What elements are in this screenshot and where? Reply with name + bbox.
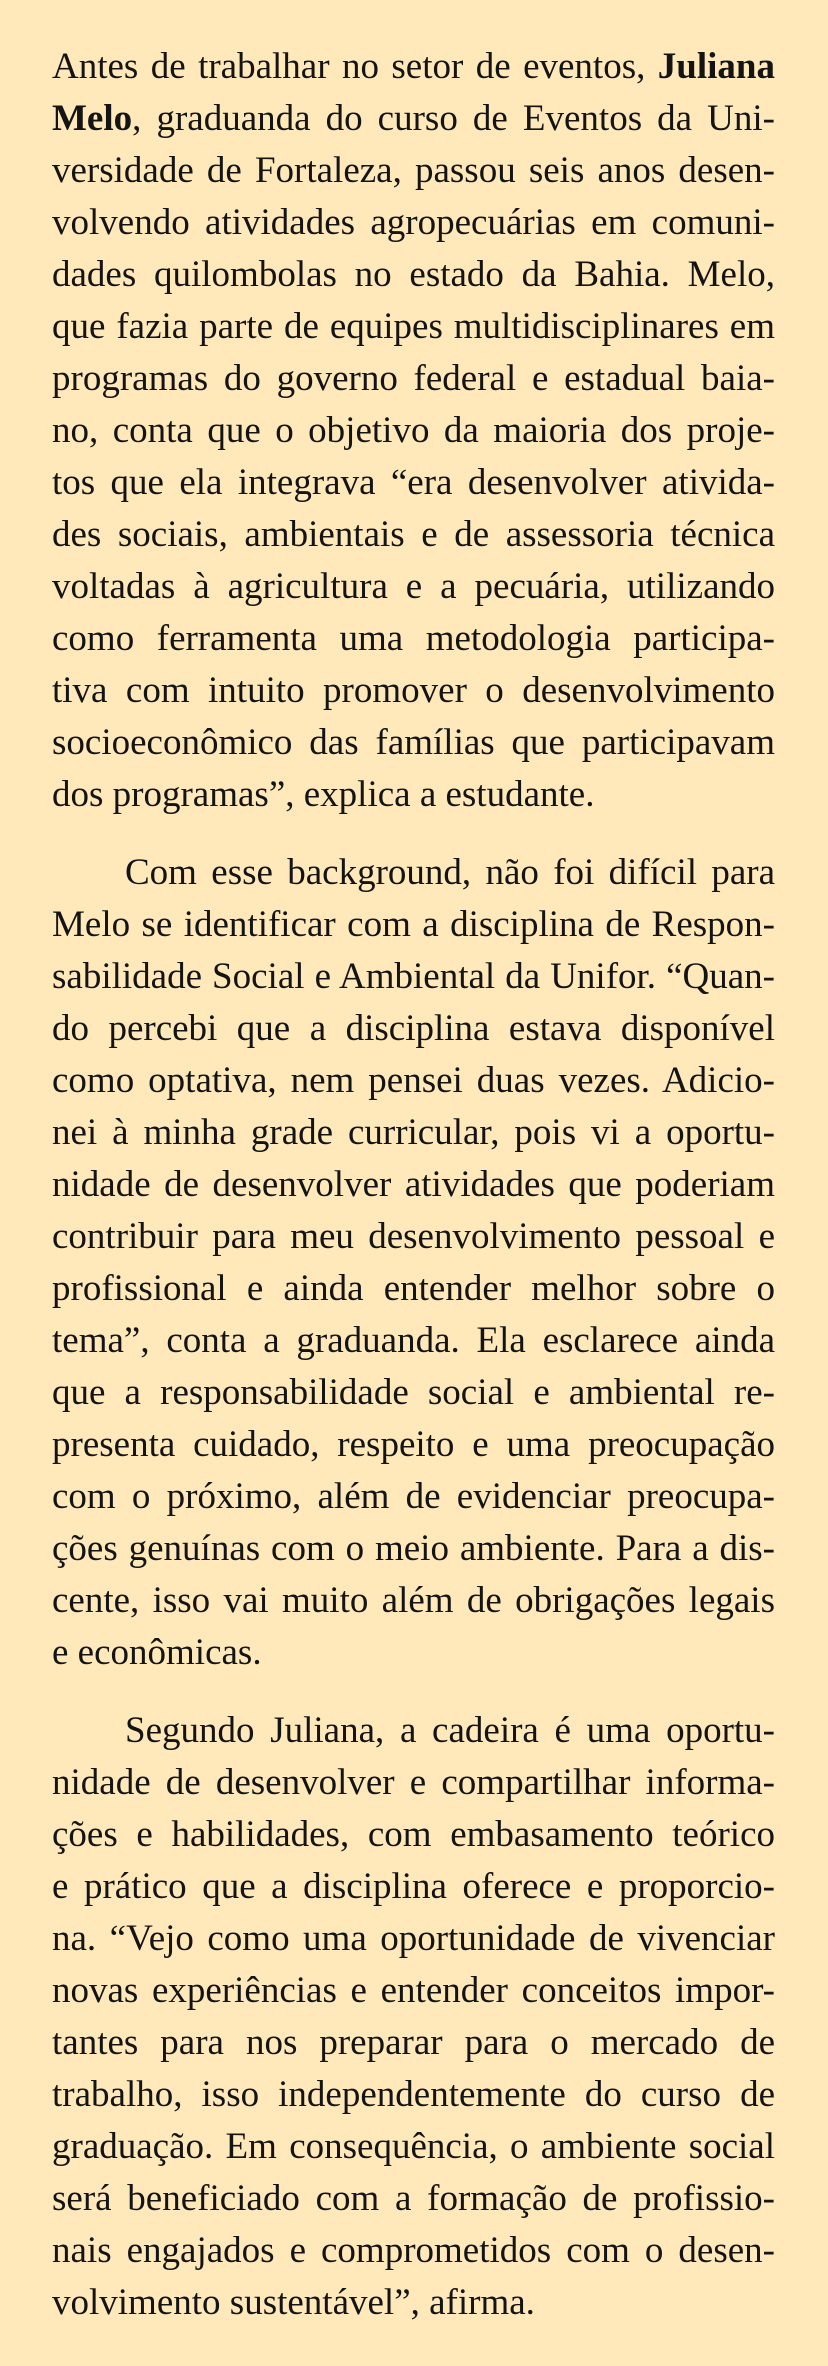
text-span: dades quilombolas no estado da Bahia. Melo, [52,254,775,295]
text-span: tos que ela integrava “era desenvolver ativida- [52,462,775,503]
text-line [52,1367,775,1419]
text-span: Melo se identificar com a disciplina de Respon- [52,904,775,945]
text-span: graduação. Em consequência, o ambiente social [52,2126,775,2167]
bold-name: Melo [52,98,133,139]
text-span: nais engajados e comprometidos com o desen- [52,2230,775,2271]
text-line [52,1757,775,1809]
text-line [52,2173,775,2225]
text-span: como optativa, nem pensei duas vezes. Adicio- [52,1060,775,1101]
text-span: Antes de trabalhar no setor de eventos, [52,46,658,87]
text-span: Segundo Juliana, a cadeira é uma oportu- [125,1710,775,1751]
text-line [52,561,775,613]
text-span: tiva com intuito promover o desenvolvimento [52,670,775,711]
text-span: voltadas à agricultura e a pecuária, utilizando [52,566,775,607]
text-span: ções e habilidades, com embasamento teórico [52,1814,775,1855]
text-line [52,1809,775,1861]
text-line [52,2017,775,2069]
text-span: volvendo atividades agropecuárias em comuni- [52,202,775,243]
text-span: nidade de desenvolver e compartilhar informa- [52,1762,775,1803]
text-span: presenta cuidado, respeito e uma preocupação [52,1424,775,1465]
text-span: cente, isso vai muito além de obrigações legais [52,1580,775,1621]
text-line [52,197,775,249]
text-span: programas do governo federal e estadual baia- [52,358,775,399]
bold-name: Juliana [657,46,775,87]
text-span: no, conta que o objetivo da maioria dos proje- [52,410,775,451]
text-line [52,1263,775,1315]
text-span: como ferramenta uma metodologia participa- [52,618,775,659]
text-span: nei à minha grade curricular, pois vi a oportu- [52,1112,775,1153]
text-line [52,353,775,405]
text-line [52,93,775,145]
text-line [52,899,775,951]
text-span: e prático que a disciplina oferece e proporcio- [52,1866,775,1907]
text-span: será beneficiado com a formação de profissio- [52,2178,775,2219]
text-line [52,1705,775,1757]
text-line [52,1523,775,1575]
text-span: contribuir para meu desenvolvimento pessoal e [52,1216,775,1257]
text-line [52,509,775,561]
text-line [52,1107,775,1159]
text-line [52,665,775,717]
text-line [52,145,775,197]
text-line [52,1003,775,1055]
text-span: que fazia parte de equipes multidisciplinares em [52,306,775,347]
text-span: tantes para nos preparar para o mercado de [52,2022,775,2063]
text-line [52,951,775,1003]
text-span: com o próximo, além de evidenciar preocupa- [52,1476,775,1517]
text-line [52,457,775,509]
text-line [52,1055,775,1107]
text-span: dos programas”, explica a estudante. [52,774,595,815]
text-line [52,1575,775,1627]
text-span: e econômicas. [52,1632,262,1673]
text-line [52,1861,775,1913]
text-line [52,769,775,821]
text-line [52,1471,775,1523]
text-span: sabilidade Social e Ambiental da Unifor. “Quan- [52,956,775,997]
text-span: socioeconômico das famílias que participavam [52,722,775,763]
text-line [52,1315,775,1367]
text-line [52,1965,775,2017]
text-span: novas experiências e entender conceitos impor- [52,1970,775,2011]
text-line [52,1211,775,1263]
text-line [52,249,775,301]
text-line [52,847,775,899]
text-line [52,1159,775,1211]
text-line [52,405,775,457]
text-line [52,717,775,769]
text-span: do percebi que a disciplina estava disponível [52,1008,775,1049]
text-line [52,301,775,353]
text-line [52,1627,775,1679]
text-span: tema”, conta a graduanda. Ela esclarece ainda [52,1320,775,1361]
text-span: , graduanda do curso de Eventos da Uni- [132,98,775,139]
text-span: nidade de desenvolver atividades que poderiam [52,1164,775,1205]
text-span: versidade de Fortaleza, passou seis anos desen- [52,150,775,191]
text-span: des sociais, ambientais e de assessoria técnica [52,514,775,555]
text-line [52,2277,775,2329]
text-line [52,613,775,665]
text-line [52,1419,775,1471]
text-span: Com esse background, não foi difícil para [125,852,775,893]
text-span: volvimento sustentável”, afirma. [52,2282,535,2323]
text-line [52,1913,775,1965]
text-span: profissional e ainda entender melhor sobre o [52,1268,775,1309]
text-line [52,41,775,93]
text-span: na. “Vejo como uma oportunidade de vivenciar [52,1918,775,1959]
text-line [52,2225,775,2277]
text-span: que a responsabilidade social e ambiental re- [52,1372,775,1413]
text-line [52,2121,775,2173]
text-line [52,2069,775,2121]
text-span: ções genuínas com o meio ambiente. Para a dis- [52,1528,775,1569]
text-span: trabalho, isso independentemente do curso de [52,2074,775,2115]
